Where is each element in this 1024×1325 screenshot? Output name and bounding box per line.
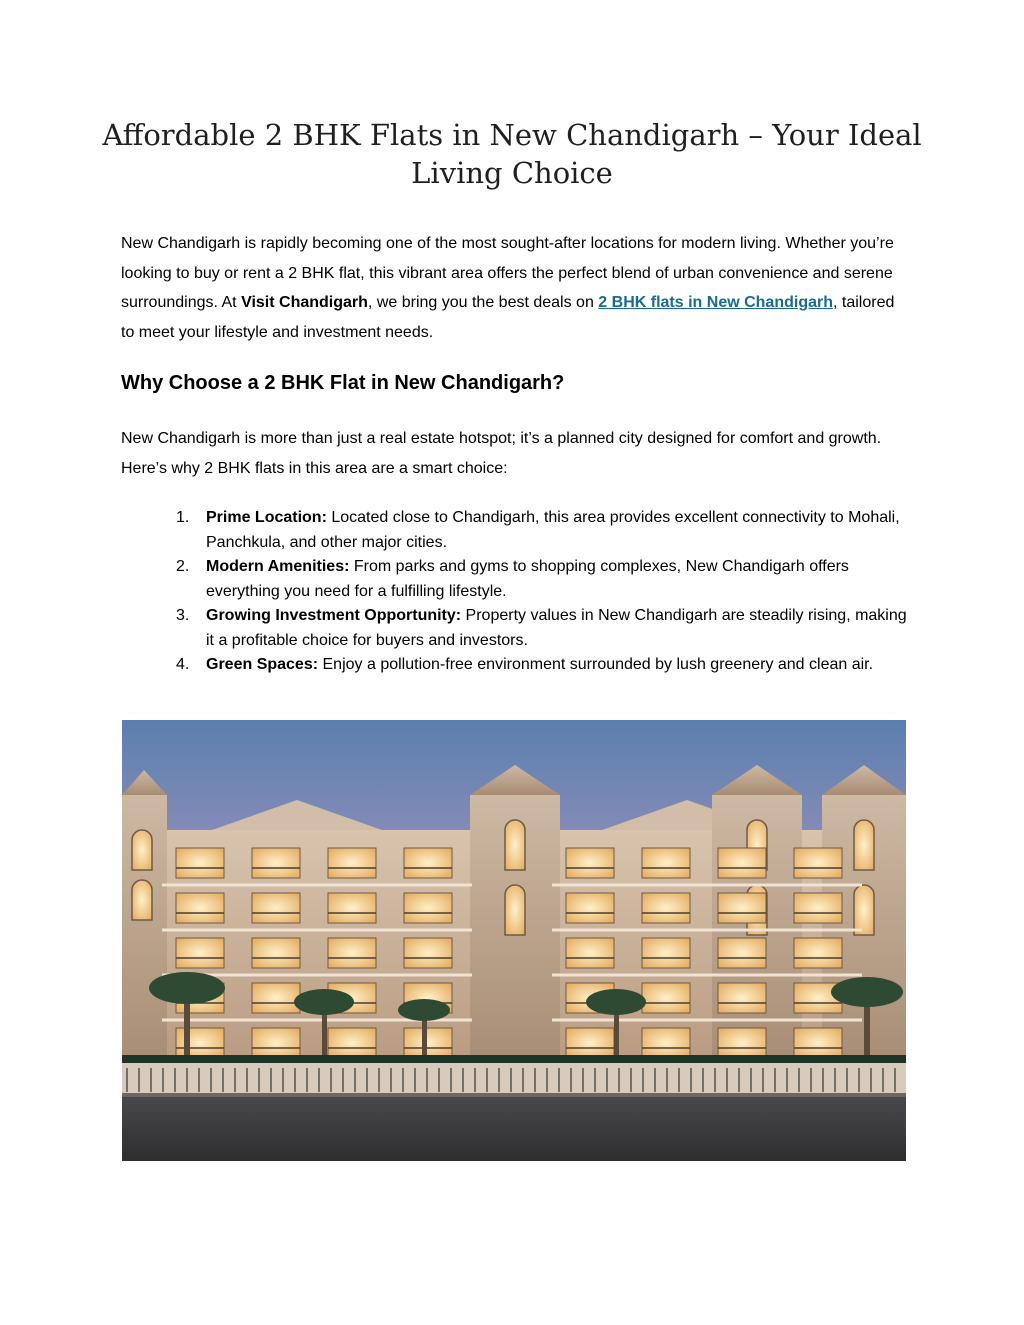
list-item	[121, 506, 911, 555]
list-number: 3.	[176, 607, 190, 624]
reasons-list	[121, 506, 911, 678]
intro-text-3: , tailored to meet your lifestyle and investment needs.	[121, 294, 895, 341]
flats-link[interactable]: 2 BHK flats in New Chandigarh	[598, 294, 833, 311]
section-heading: Why Choose a 2 BHK Flat in New Chandigarh?	[121, 372, 565, 394]
intro-text-2: , we bring you the best deals on	[367, 294, 599, 311]
list-item	[121, 555, 911, 604]
list-number: 1.	[176, 509, 190, 526]
reason-label: Green Spaces:	[206, 656, 319, 673]
reason-text: Property values in New Chandigarh are steadily rising, making it a profitable choice for buyers and investors.	[206, 607, 907, 649]
reason-text: Located close to Chandigarh, this area provides excellent connectivity to Mohali, Panchkula, and other major cities.	[206, 509, 900, 551]
page-title: Affordable 2 BHK Flats in New Chandigarh – Your Ideal Living Choice	[102, 118, 922, 190]
reason-text: From parks and gyms to shopping complexes, New Chandigarh offers everything you need for a fulfilling lifestyle.	[206, 558, 849, 600]
list-number: 4.	[176, 656, 190, 673]
reason-text: Enjoy a pollution-free environment surrounded by lush greenery and clean air.	[318, 656, 874, 673]
reason-label: Growing Investment Opportunity:	[206, 607, 462, 624]
reason-label: Prime Location:	[206, 509, 327, 526]
apartment-building-photo	[122, 720, 906, 1161]
list-number: 2.	[176, 558, 190, 575]
brand-name: Visit Chandigarh	[241, 294, 368, 311]
section-intro: New Chandigarh is more than just a real estate hotspot; it’s a planned city designed for comfort and growth. Here’s why 2 BHK flats in this area are a smart choice:	[121, 430, 882, 477]
reason-label: Modern Amenities:	[206, 558, 350, 575]
list-item	[121, 604, 911, 653]
intro-text-1: New Chandigarh is rapidly becoming one of the most sought-after locations for modern living. Whether you’re looking to buy or rent a 2 BHK flat, this vibrant area offers the perfect blend of urban convenience and serene surroundings. At	[121, 235, 894, 311]
list-item	[121, 653, 911, 678]
intro-paragraph	[121, 229, 911, 347]
